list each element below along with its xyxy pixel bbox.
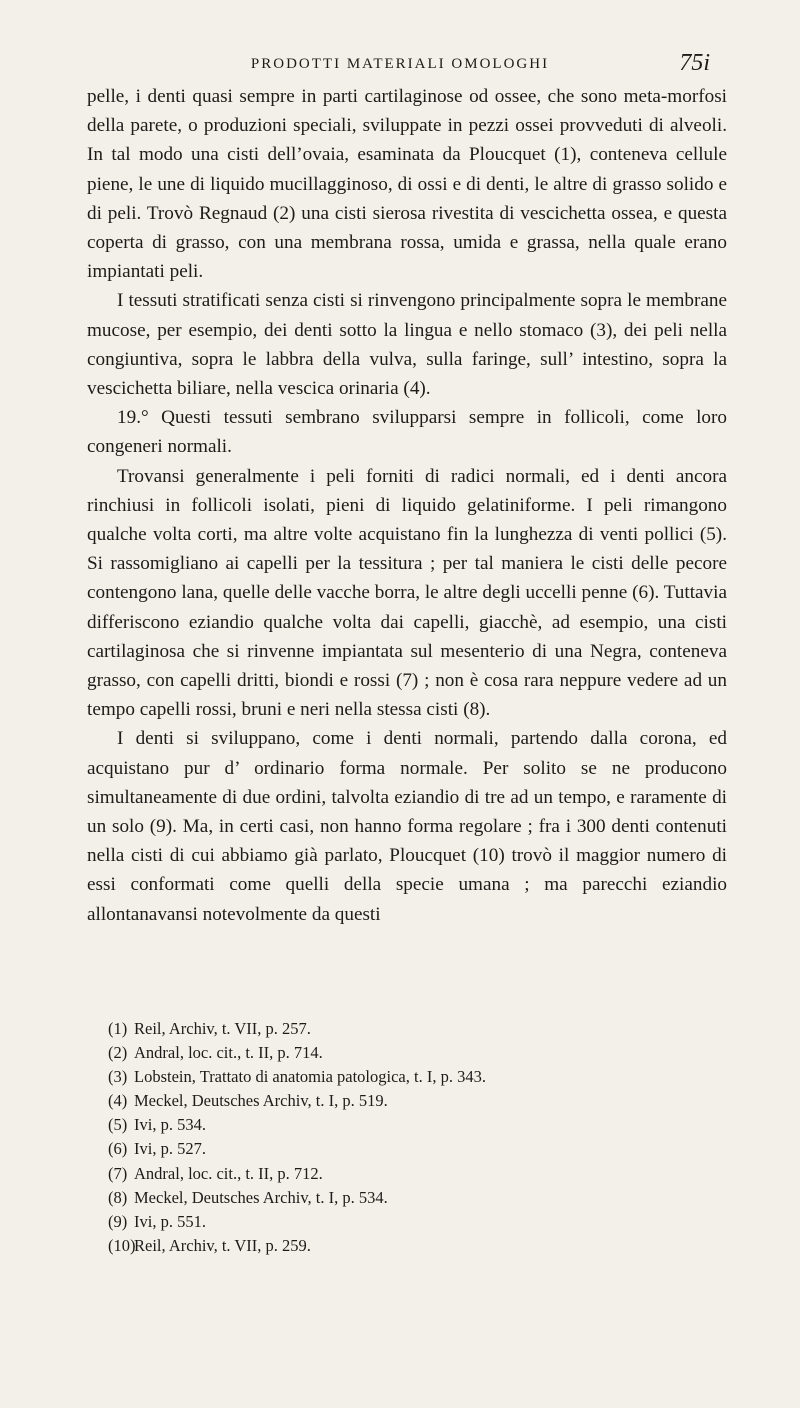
- footnote-number: (8): [108, 1187, 128, 1207]
- footnote: [108, 1162, 728, 1186]
- page-header: [0, 50, 800, 78]
- body-text: [87, 82, 727, 929]
- footnote-number: (9): [108, 1211, 128, 1231]
- footnote: [108, 1186, 728, 1210]
- footnote: [108, 1017, 728, 1041]
- footnote-number: (6): [108, 1139, 128, 1159]
- paragraph: 19.° Questi tessuti sembrano svilupparsi sempre in follicoli, come loro congeneri normali.: [87, 407, 727, 458]
- footnote-number: (4): [108, 1091, 128, 1111]
- footnotes: [108, 1017, 728, 1258]
- running-head: PRODOTTI MATERIALI OMOLOGHI: [250, 56, 550, 72]
- paragraph: Trovansi generalmente i peli forniti di radici normali, ed i denti ancora rinchiusi in follicoli isolati, pieni di liquido gelatiniforme. I peli rimangono qualche volta corti, ma altre volte acquistano fin la lunghezza di venti pollici (5). Si rassomigliano ai capelli per la tessitura ; per tal maniera le cisti delle pecore contengono lana, quelle delle vacche borra, le altre degli uccelli penne (6). Tuttavia differiscono eziandio qualche volta dai capelli, giacchè, ad esempio, una cisti cartilaginosa che si rinvenne impiantata sul mesenterio di una Negra, conteneva grasso, con capelli dritti, biondi e rossi (7) ; non è cosa rara neppure vedere ad un tempo capelli rossi, bruni e neri nella stessa cisti (8).: [87, 465, 727, 721]
- footnote-number: (5): [108, 1115, 128, 1135]
- footnote: [108, 1113, 728, 1137]
- footnote: [108, 1089, 728, 1113]
- paragraph: I tessuti stratificati senza cisti si rinvengono principalmente sopra le membrane mucose, per esempio, dei denti sotto la lingua e nello stomaco (3), dei peli nella congiuntiva, sopra le labbra della vulva, sulla faringe, sull’ intestino, sopra la vescichetta biliare, nella vescica orinaria (4).: [87, 290, 727, 400]
- footnote: [108, 1210, 728, 1234]
- footnote-text: Meckel, Deutsches Archiv, t. I, p. 534.: [134, 1187, 388, 1207]
- footnote-number: (3): [108, 1067, 128, 1087]
- paragraph: I denti si sviluppano, come i denti normali, partendo dalla corona, ed acquistano pur d’ ordinario forma normale. Per solito se ne producono simultaneamente di due ordini, talvolta eziandio di tre ad un tempo, e raramente di un solo (9). Ma, in certi casi, non hanno forma regolare ; fra i 300 denti contenuti nella cisti di cui abbiamo già parlato, Ploucquet (10) trovò il maggior numero di essi conformati come quelli della specie umana ; ma parecchi eziandio allontanavansi notevolmente da questi: [87, 728, 727, 925]
- footnote-text: Reil, Archiv, t. VII, p. 259.: [134, 1235, 311, 1255]
- footnote-text: Lobstein, Trattato di anatomia patologica, t. I, p. 343.: [134, 1067, 486, 1087]
- footnote: [108, 1065, 728, 1089]
- footnote-text: Andral, loc. cit., t. II, p. 714.: [134, 1043, 323, 1063]
- footnote-text: Meckel, Deutsches Archiv, t. I, p. 519.: [134, 1091, 388, 1111]
- footnote-text: Ivi, p. 527.: [134, 1139, 206, 1159]
- footnote: [108, 1041, 728, 1065]
- footnote-text: Reil, Archiv, t. VII, p. 257.: [134, 1019, 311, 1038]
- footnote-number: (7): [108, 1163, 128, 1183]
- page-number: 75i: [679, 50, 710, 76]
- footnote-number: (1): [108, 1019, 128, 1038]
- footnote-text: Andral, loc. cit., t. II, p. 712.: [134, 1163, 323, 1183]
- paragraph: pelle, i denti quasi sempre in parti cartilaginose od ossee, che sono meta-morfosi della parete, o produzioni speciali, sviluppate in pezzi ossei provveduti di alveoli. In tal modo una cisti dell’ovaia, esaminata da Ploucquet (1), conteneva cellule piene, le une di liquido mucillagginoso, di ossi e di denti, le altre di grasso solido e di peli. Trovò Regnaud (2) una cisti sierosa rivestita di vescichetta ossea, e questa coperta di grasso, con una membrana rossa, umida e grassa, nella quale erano impiantati peli.: [87, 86, 727, 283]
- footnote-text: Ivi, p. 534.: [134, 1115, 206, 1135]
- footnote-number: (2): [108, 1043, 128, 1063]
- footnote: [108, 1137, 728, 1161]
- footnote: [108, 1234, 728, 1258]
- footnote-number: (10): [108, 1235, 136, 1255]
- footnote-text: Ivi, p. 551.: [134, 1211, 206, 1231]
